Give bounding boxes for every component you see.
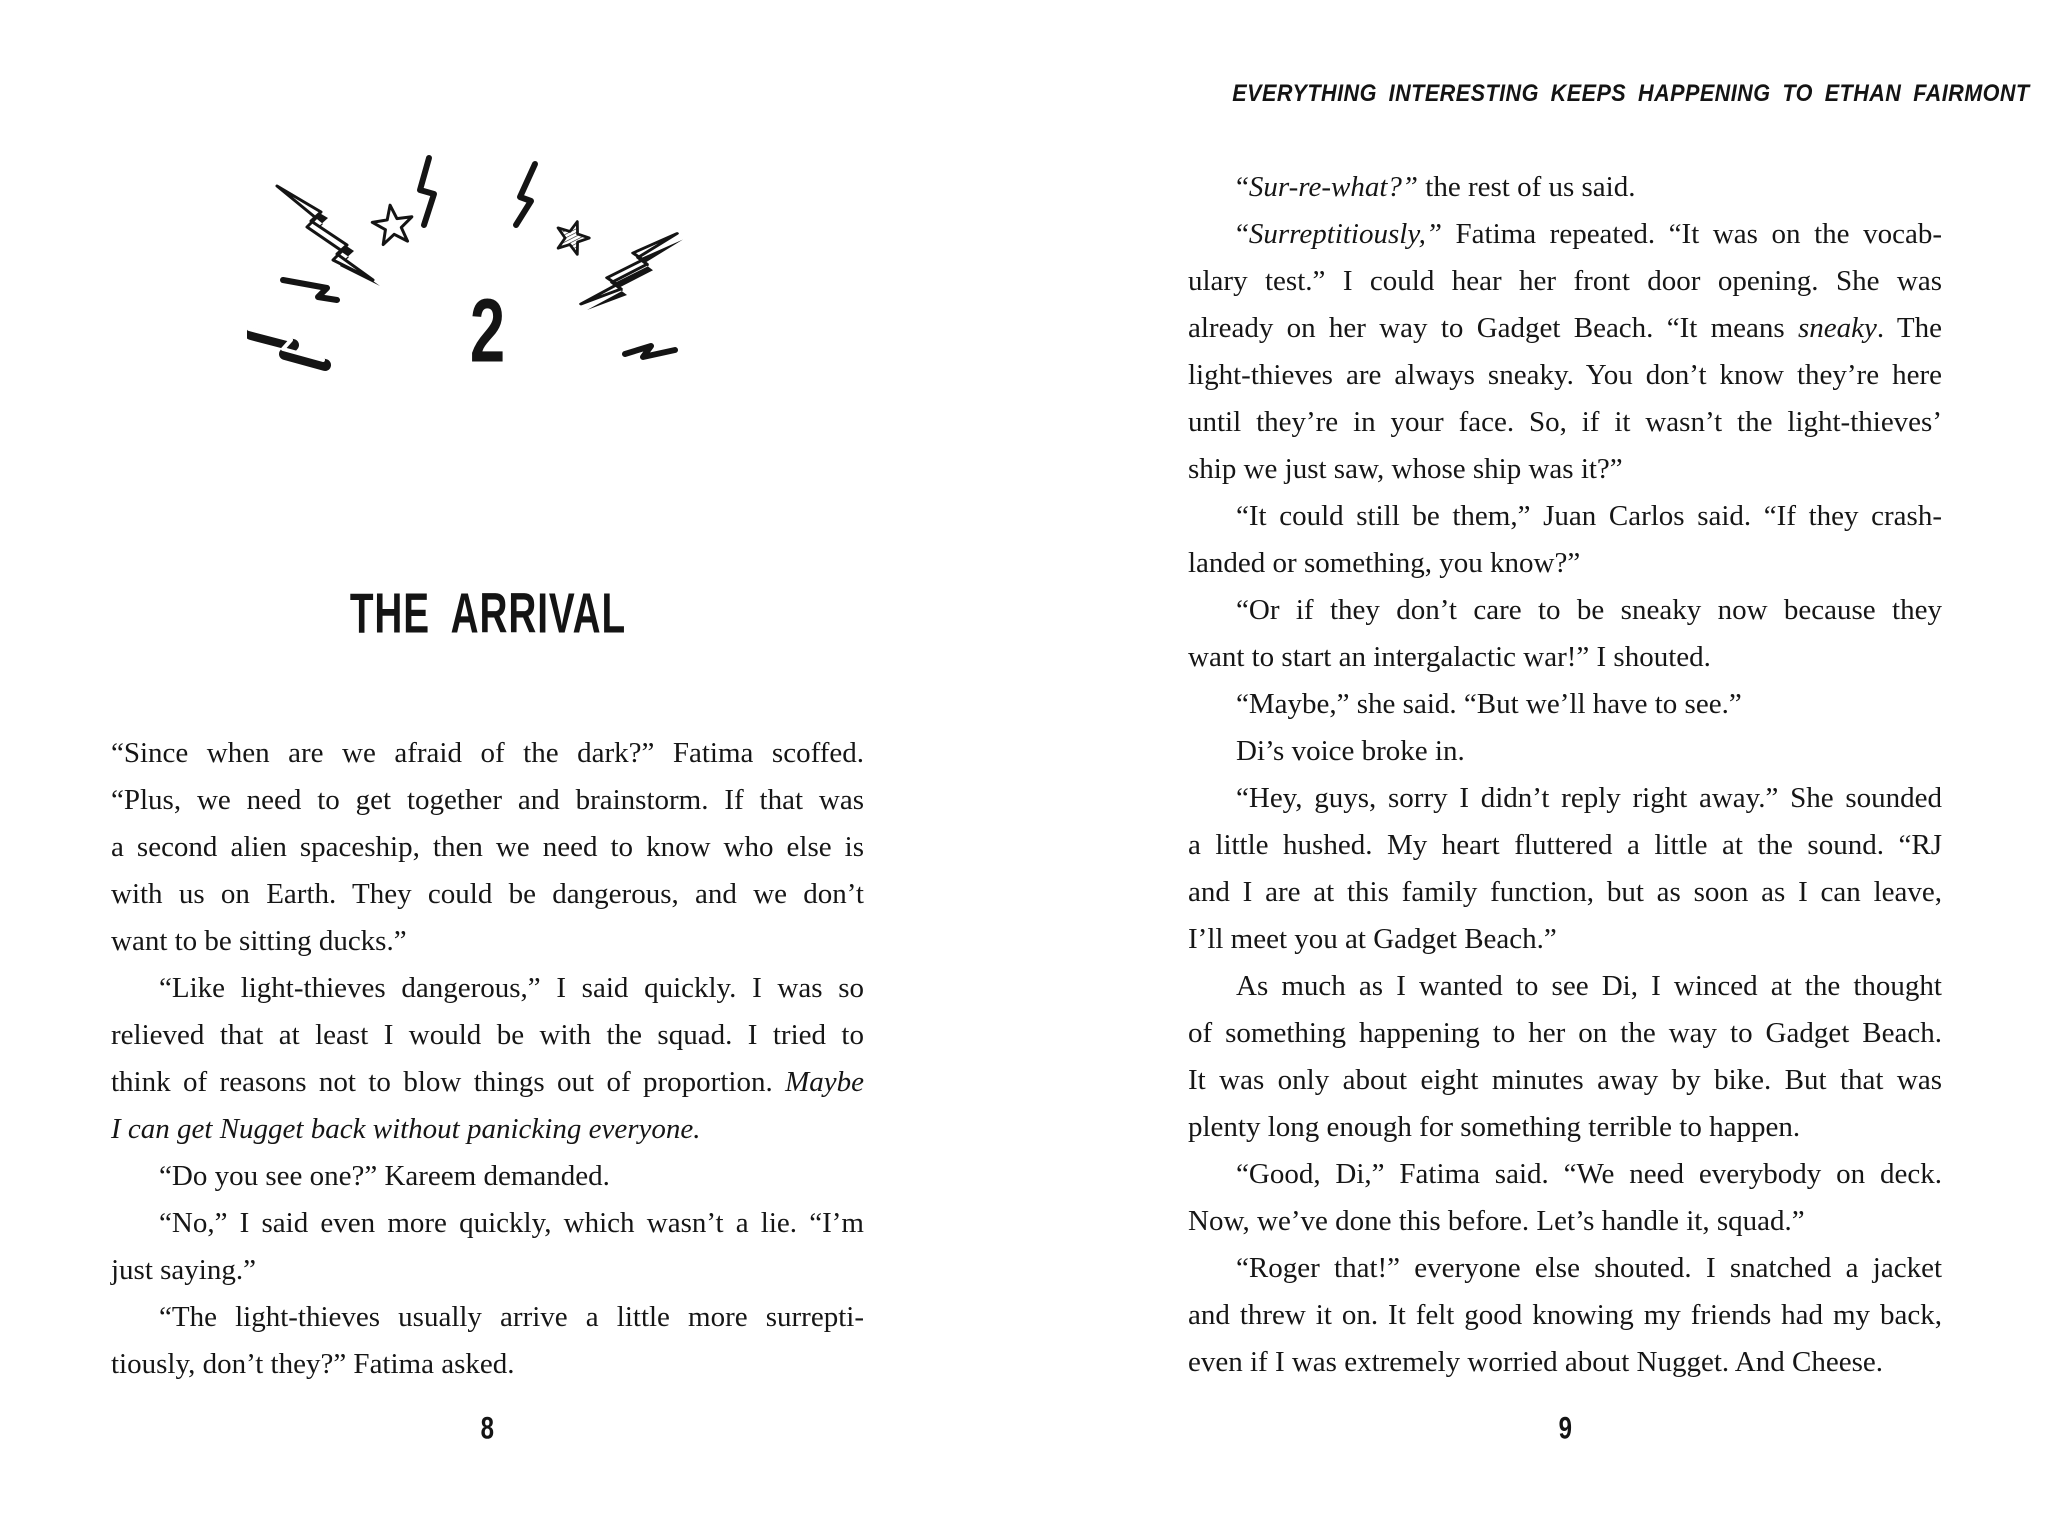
text-run: and threw it on. It felt good knowing my friends had my back, xyxy=(1188,1299,1942,1331)
text-line xyxy=(1188,540,1942,587)
running-header xyxy=(1188,80,2030,108)
text-line xyxy=(1188,1057,1942,1104)
text-line xyxy=(111,1200,864,1247)
left-page-body xyxy=(111,730,864,1390)
text-run: a second alien spaceship, then we need to know who else is xyxy=(111,831,864,863)
text-line xyxy=(111,1059,864,1106)
text-run: “Hey, guys, sorry I didn’t reply right away.” She sounded xyxy=(1236,782,1942,814)
text-line xyxy=(111,1106,864,1153)
text-line xyxy=(1188,1292,1942,1339)
text-run: want to be sitting ducks.” xyxy=(111,925,407,957)
text-run: ulary test.” I could hear her front door opening. She was xyxy=(1188,265,1942,297)
text-line xyxy=(1188,164,1942,211)
italic-run: I can get Nugget back without panicking everyone. xyxy=(111,1113,701,1145)
text-run: even if I was extremely worried about Nugget. And Cheese. xyxy=(1188,1346,1883,1378)
right-page-body xyxy=(1188,164,1942,1388)
text-run: a little hushed. My heart fluttered a little at the sound. “RJ xyxy=(1188,829,1942,861)
text-line xyxy=(111,918,864,965)
text-line xyxy=(111,730,864,777)
text-run: . The xyxy=(1876,312,1942,344)
spark-bolt-icon xyxy=(420,158,434,225)
text-run: “Good, Di,” Fatima said. “We need everybody on deck. xyxy=(1236,1158,1942,1190)
chapter-number xyxy=(111,279,864,381)
text-line xyxy=(1188,869,1942,916)
text-line xyxy=(111,871,864,918)
left-page-number-text: 8 xyxy=(480,1411,495,1446)
text-run: “The light-thieves usually arrive a little more surrepti- xyxy=(159,1301,864,1333)
text-run: until they’re in your face. So, if it wasn’t the light-thieves’ xyxy=(1188,406,1942,438)
text-run: and I are at this family function, but as soon as I can leave, xyxy=(1188,876,1942,908)
text-run: Di’s voice broke in. xyxy=(1236,735,1465,767)
italic-run: sneaky xyxy=(1797,312,1877,344)
text-run: As much as I wanted to see Di, I winced at the thought xyxy=(1236,970,1942,1002)
text-line xyxy=(111,1341,864,1388)
text-line xyxy=(1188,916,1942,963)
right-page-number xyxy=(1188,1412,1942,1446)
text-line xyxy=(111,965,864,1012)
text-run: “Since when are we afraid of the dark?” Fatima scoffed. xyxy=(111,737,864,769)
text-run: want to start an intergalactic war!” I shouted. xyxy=(1188,641,1711,673)
text-run: plenty long enough for something terrible to happen. xyxy=(1188,1111,1801,1143)
text-line xyxy=(1188,775,1942,822)
text-line xyxy=(1188,1245,1942,1292)
text-line xyxy=(111,1247,864,1294)
star-outline-icon xyxy=(370,202,415,245)
text-run: “Roger that!” everyone else shouted. I snatched a jacket xyxy=(1236,1252,1942,1284)
text-run: “It could still be them,” Juan Carlos said. “If they crash- xyxy=(1236,500,1942,532)
text-line xyxy=(1188,634,1942,681)
text-line xyxy=(1188,587,1942,634)
text-line xyxy=(1188,1151,1942,1198)
text-line xyxy=(111,1294,864,1341)
text-line xyxy=(1188,1339,1942,1386)
spark-bolt-icon xyxy=(516,164,535,225)
text-run: “ xyxy=(1236,218,1249,250)
italic-run: Maybe xyxy=(785,1066,864,1098)
text-run: with us on Earth. They could be dangerous, and we don’t xyxy=(111,878,864,910)
chapter-title-text: THE ARRIVAL xyxy=(349,582,626,646)
text-run: tiously, don’t they?” Fatima asked. xyxy=(111,1348,515,1380)
text-run: light-thieves are always sneaky. You don’t know they’re here xyxy=(1188,359,1942,391)
text-run: It was only about eight minutes away by bike. But that was xyxy=(1188,1064,1942,1096)
text-run: “No,” I said even more quickly, which wasn’t a lie. “I’m xyxy=(159,1207,864,1239)
text-line xyxy=(1188,399,1942,446)
text-run: “Or if they don’t care to be sneaky now because they xyxy=(1236,594,1942,626)
text-line xyxy=(1188,963,1942,1010)
text-line xyxy=(1188,352,1942,399)
right-page-number-text: 9 xyxy=(1558,1411,1572,1446)
text-line xyxy=(1188,493,1942,540)
text-run: I’ll meet you at Gadget Beach.” xyxy=(1188,923,1557,955)
text-line xyxy=(1188,1104,1942,1151)
text-line xyxy=(1188,728,1942,775)
text-line xyxy=(1188,681,1942,728)
text-run: “Do you see one?” Kareem demanded. xyxy=(159,1160,610,1192)
text-line xyxy=(1188,211,1942,258)
text-run: already on her way to Gadget Beach. “It means xyxy=(1188,312,1798,344)
text-run: relieved that at least I would be with the squad. I tried to xyxy=(111,1019,864,1051)
text-run: the rest of us said. xyxy=(1418,171,1636,203)
text-line xyxy=(111,777,864,824)
chapter-number-text: 2 xyxy=(469,279,506,381)
text-line xyxy=(1188,258,1942,305)
text-run: “Like light-thieves dangerous,” I said quickly. I was so xyxy=(159,972,864,1004)
text-run: just saying.” xyxy=(111,1254,256,1286)
running-header-text: EVERYTHING INTERESTING KEEPS HAPPENING TO ETHAN FAIRMONT xyxy=(1232,80,2030,107)
italic-run: Sur-re-what?” xyxy=(1248,171,1419,203)
text-run: “ xyxy=(1236,171,1249,203)
text-run: ship we just saw, whose ship was it?” xyxy=(1188,453,1623,485)
text-line xyxy=(111,824,864,871)
text-line xyxy=(111,1153,864,1200)
italic-run: Surreptitiously,” xyxy=(1248,218,1442,250)
text-run: Now, we’ve done this before. Let’s handle it, squad.” xyxy=(1188,1205,1805,1237)
text-line xyxy=(1188,446,1942,493)
text-line xyxy=(1188,305,1942,352)
lightning-bolt-icon xyxy=(277,186,380,286)
text-run: landed or something, you know?” xyxy=(1188,547,1581,579)
text-run: “Maybe,” she said. “But we’ll have to see.” xyxy=(1236,688,1742,720)
text-line xyxy=(1188,1198,1942,1245)
text-line xyxy=(1188,822,1942,869)
text-run: think of reasons not to blow things out of proportion. xyxy=(111,1066,786,1098)
text-run: Fatima repeated. “It was on the vocab- xyxy=(1441,218,1942,250)
star-hatched-icon xyxy=(552,217,593,257)
text-line xyxy=(111,1012,864,1059)
left-page-number xyxy=(111,1412,864,1446)
chapter-title xyxy=(111,582,864,646)
text-run: of something happening to her on the way to Gadget Beach. xyxy=(1188,1017,1942,1049)
text-run: “Plus, we need to get together and brainstorm. If that was xyxy=(111,784,864,816)
text-line xyxy=(1188,1010,1942,1057)
